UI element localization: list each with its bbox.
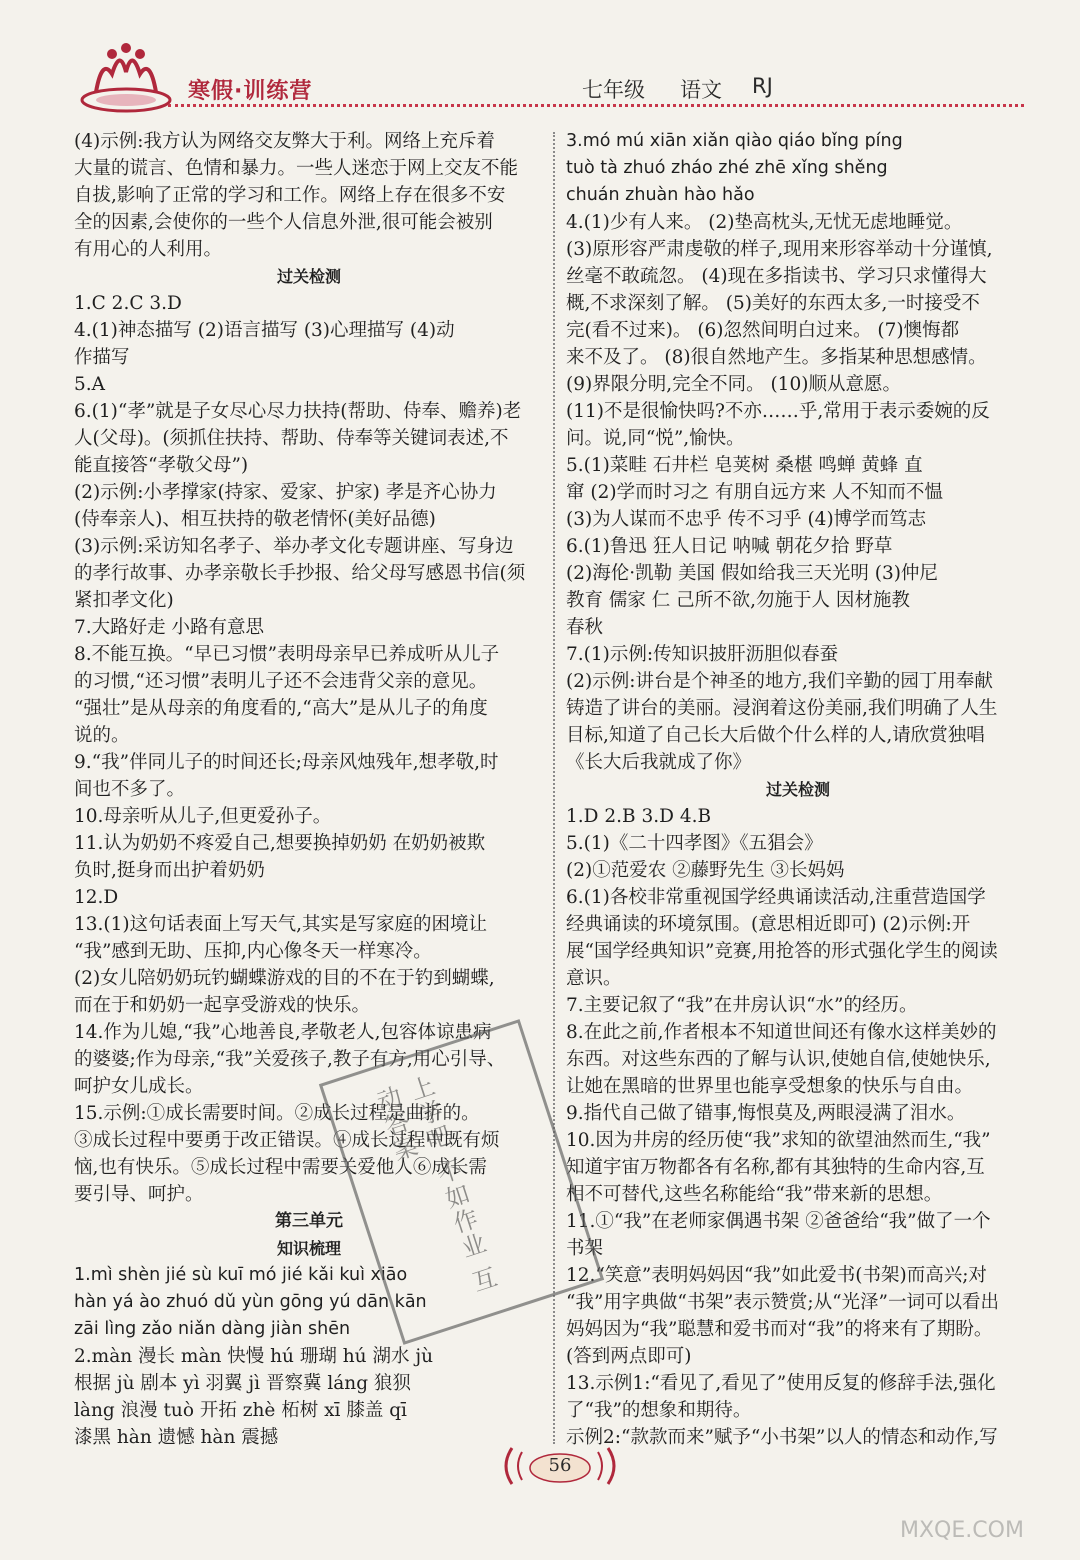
answer-line: hàn yá ào zhuó dǔ yùn gōng yú dān kān [74,1292,427,1312]
answer-line: 的习惯,“还习惯”表明儿子还不会违背父亲的意见。 [74,671,488,692]
answer-line: 全的因素,会使你的一些个人信息外泄,很可能会被别 [74,212,493,233]
answer-line: 6.(1)“孝”就是子女尽心尽力扶持(帮助、侍奉、赡养)老 [74,401,522,422]
answer-line: 5.(1)《二十四孝图》《五猖会》 [566,833,823,854]
answer-line: (2)①范爱农 ②藤野先生 ③长妈妈 [566,860,845,881]
answer-line: “强壮”是从母亲的角度看的,“高大”是从儿子的角度 [74,698,488,719]
answer-line: 7.主要记叙了“我”在井房认识“水”的经历。 [566,995,918,1016]
answer-line: 示例2:“款款而来”赋予“小书架”以人的情态和动作,写 [566,1427,998,1448]
answer-line: 15.示例:①成长需要时间。②成长过程是曲折的。 [74,1103,480,1124]
answer-line: tuò tà zhuó zháo zhé zhē xǐng shěng [566,158,888,178]
answer-line: 紧扣孝文化) [74,590,174,611]
answer-line: 负时,挺身而出护着奶奶 [74,860,265,881]
answer-line: 11.认为奶奶不疼爱自己,想要换掉奶奶 在奶奶被欺 [74,833,486,854]
answer-line: 教育 儒家 仁 己所不欲,勿施于人 因材施教 [566,590,910,611]
answer-line: 的婆婆;作为母亲,“我”关爱孩子,教子有方,用心引导、 [74,1049,506,1070]
answer-line: 展“国学经典知识”竞赛,用抢答的形式强化学生的阅读 [566,941,998,962]
answer-line: 概,不求深刻了解。 (5)美好的东西太多,一时接受不 [566,293,980,314]
answer-line: 铸造了讲台的美丽。浸润着这份美丽,我们明确了人生 [566,698,998,719]
answer-line: 14.作为儿媳,“我”心地善良,孝敬老人,包容体谅患病 [74,1022,492,1043]
header-rule [168,104,1024,107]
answer-line: 人(父母)。(须抓住扶持、帮助、侍奉等关键词表述,不 [74,428,509,449]
logo-icon [76,38,176,114]
answer-line: 说的。 [74,725,130,746]
answer-line: 经典诵读的环境氛围。(意思相近即可) (2)示例:开 [566,914,971,935]
page-footer [490,1438,630,1494]
answer-line: 的孝行故事、办孝亲敬长手抄报、给父母写感恩书信(须 [74,563,526,584]
answer-line: 4.(1)神态描写 (2)语言描写 (3)心理描写 (4)动 [74,320,455,341]
answer-line: (11)不是很愉快吗?不亦……乎,常用于表示委婉的反 [566,401,990,422]
answer-line: 《长大后我就成了你》 [566,752,752,773]
subject-label: 语文 [680,78,722,102]
answer-line: 知道宇宙万物都各有名称,都有其独特的生命内容,互 [566,1157,985,1178]
answer-line: 根据 jù 剧本 yì 羽翼 jì 晋察冀 láng 狼狈 [74,1373,411,1394]
answer-line: 窜 (2)学而时习之 有朋自远方来 人不知而不愠 [566,482,943,503]
answer-line: 5.A [74,374,106,395]
answer-line: 9.“我”伴同儿子的时间还长;母亲风烛残年,想孝敬,时 [74,752,499,773]
answer-line: (3)示例:采访知名孝子、举办孝文化专题讲座、写身边 [74,536,514,557]
grade-label: 七年级 [582,78,645,102]
page-number: 56 [548,1455,572,1476]
answer-line: 2.màn 漫长 màn 快慢 hú 珊瑚 hú 湖水 jù [74,1346,433,1367]
answer-line: zāi lìng zǎo niǎn dàng jiàn shēn [74,1319,351,1339]
answer-line: làng 浪漫 tuò 开拓 zhè 柘树 xī 膝盖 qī [74,1400,407,1421]
answer-line: 7.大路好走 小路有意思 [74,617,265,638]
answer-line: 有用心的人利用。 [74,239,223,260]
answer-line: 10.因为井房的经历使“我”求知的欲望油然而生,“我” [566,1130,991,1151]
answer-line: 12.“笑意”表明妈妈因“我”如此爱书(书架)而高兴;对 [566,1265,987,1286]
answer-line: (2)女儿陪奶奶玩钓蝴蝶游戏的目的不在于钓到蝴蝶, [74,968,495,989]
answer-line: “我”用字典做“书架”表示赞赏;从“光泽”一词可以看出 [566,1292,999,1313]
answer-line: 6.(1)鲁迅 狂人日记 呐喊 朝花夕拾 野草 [566,536,893,557]
answer-line: (2)示例:小孝撑家(持家、爱家、护家) 孝是齐心协力 [74,482,497,503]
answer-line: 1.D 2.B 3.D 4.B [566,806,712,827]
answer-line: 8.在此之前,作者根本不知道世间还有像水这样美妙的 [566,1022,997,1043]
answer-line: 让她在黑暗的世界里也能享受想象的快乐与自由。 [566,1076,974,1097]
answer-line: 恼,也有快乐。⑤成长过程中需要关爱他人⑥成长需 [74,1157,487,1178]
watermark-text: MXQE.COM [900,1518,1024,1543]
section-heading: 过关检测 [276,267,341,286]
answer-line: (4)示例:我方认为网络交友弊大于利。网络上充斥着 [74,131,495,152]
answer-line: 春秋 [566,617,604,638]
answer-line: 相不可替代,这些名称能给“我”带来新的思想。 [566,1184,943,1205]
answer-line: (2)海伦·凯勒 美国 假如给我三天光明 (3)仲尼 [566,563,938,584]
answer-line: 漆黑 hàn 遗憾 hàn 震撼 [74,1427,279,1448]
answer-line: 丝毫不敢疏忽。 (4)现在多指读书、学习只求懂得大 [566,266,987,287]
answer-line: 来不及了。 (8)很自然地产生。多指某种思想感情。 [566,347,987,368]
answer-line: 问。说,同“悦”,愉快。 [566,428,745,449]
answer-line: “我”感到无助、压抑,内心像冬天一样寒冷。 [74,941,432,962]
answer-line: 9.指代自己做了错事,悔恨莫及,两眼浸满了泪水。 [566,1103,966,1124]
answer-line: 11.①“我”在老师家偶遇书架 ②爸爸给“我”做了一个 [566,1211,991,1232]
answer-line: 作描写 [74,347,130,368]
answer-line: 能直接答“孝敬父母”) [74,455,249,476]
answer-line: 间也不多了。 [74,779,186,800]
answer-line: 12.D [74,887,119,908]
answer-line: (2)示例:讲台是个神圣的地方,我们辛勤的园丁用奉献 [566,671,993,692]
watermark [900,1470,1070,1555]
answer-line: 13.(1)这句话表面上写天气,其实是写家庭的困境让 [74,914,488,935]
answer-line: 10.母亲听从儿子,但更爱孙子。 [74,806,332,827]
answer-line: 自拔,影响了正常的学习和工作。网络上存在很多不安 [74,185,506,206]
answer-line: 书架 [566,1238,604,1259]
answer-line: 妈妈因为“我”聪慧和爱书而对“我”的将来有了期盼。 [566,1319,993,1340]
answer-line: (3)原形容严肃虔敬的样子,现用来形容举动十分谨慎, [566,239,993,260]
answer-line: 了“我”的想象和期待。 [566,1400,752,1421]
answer-line: ③成长过程中要勇于改正错误。④成长过程中既有烦 [74,1130,500,1151]
answer-line: 13.示例1:“看见了,看见了”使用反复的修辞手法,强化 [566,1373,996,1394]
brand-title: 寒假·训练营 [188,79,313,104]
answer-line: (3)为人谋而不忠乎 传不习乎 (4)博学而笃志 [566,509,927,530]
answer-line: 要引导、呵护。 [74,1184,204,1205]
right-column [566,128,1030,1451]
answer-line: 大量的谎言、色情和暴力。一些人迷恋于网上交友不能 [74,158,519,179]
answer-line: 8.不能互换。“早已习惯”表明母亲早已养成听从儿子 [74,644,500,665]
answer-line: 意识。 [566,968,622,989]
answer-line: chuán zhuàn hào hǎo [566,185,755,205]
page-header [0,0,1080,128]
answer-line: 东西。对这些东西的了解与认识,使她自信,使她快乐, [566,1049,991,1070]
answer-line: 6.(1)各校非常重视国学经典诵读活动,注重营造国学 [566,887,986,908]
edition-label: RJ [752,74,773,98]
section-heading: 第三单元 [275,1211,343,1231]
section-heading: 知识梳理 [276,1239,341,1258]
answer-line: (侍奉亲人)、相互扶持的敬老情怀(美好品德) [74,509,436,530]
answer-line: 目标,知道了自己长大后做个什么样的人,请欣赏独唱 [566,725,985,746]
answer-line: 4.(1)少有人来。 (2)垫高枕头,无忧无虑地睡觉。 [566,212,963,233]
answer-line: 7.(1)示例:传知识披肝沥胆似春蚕 [566,644,839,665]
answer-line: (9)界限分明,完全不同。 (10)顺从意愿。 [566,374,901,395]
answer-line: (答到两点即可) [566,1346,692,1367]
answer-line: 5.(1)菜畦 石井栏 皂荚树 桑椹 鸣蝉 黄蜂 直 [566,455,923,476]
answer-line: 3.mó mú xiān xiǎn qiào qiáo bǐng píng [566,131,903,151]
stamp-text: 上学吧 不如作业 互动答案 [369,1072,500,1298]
section-heading: 过关检测 [765,780,830,799]
answer-line: 呵护女儿成长。 [74,1076,204,1097]
answer-line: 而在于和奶奶一起享受游戏的快乐。 [74,995,371,1016]
answer-line: 1.mì shèn jié sù kuī mó jié kǎi kuì xiāo [74,1265,408,1285]
answer-line: 1.C 2.C 3.D [74,293,182,314]
answer-line: 完(看不过来)。 (6)忽然间明白过来。 (7)懊悔都 [566,320,960,341]
